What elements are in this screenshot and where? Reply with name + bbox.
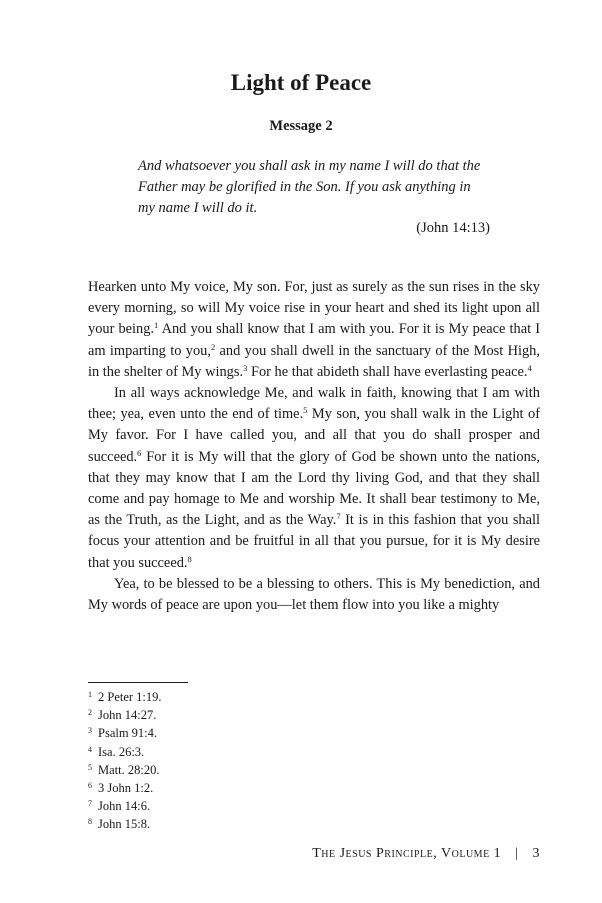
- paragraph-1: [88, 277, 540, 383]
- text-run: For he that abideth shall have everlasting peace.: [247, 363, 528, 380]
- footnote-divider: [88, 682, 188, 683]
- footnote-text: 3 John 1:2.: [98, 781, 154, 796]
- footnote-marker[interactable]: 6: [137, 447, 142, 458]
- page-number: 3: [532, 846, 540, 861]
- text-run: For it is My will that the glory of God be shown unto the nations, that they may know that I am the Lord thy living God, and that they shall come and pay homage to Me and worship Me. It shall bear testimony to Me, as the Truth, as the Light, and as the Way.: [88, 448, 540, 529]
- message-subtitle: Message 2: [269, 118, 333, 134]
- page-title: Light of Peace: [230, 70, 372, 95]
- paragraph-3: Yea, to be blessed to be a blessing to others. This is My benediction, and My words of peace are upon you—let them flow into you like a mighty: [88, 575, 540, 614]
- footnote-item: [88, 779, 388, 797]
- text-run: and you shall dwell in the sanctuary of the Most High, in the shelter of My wings.: [88, 342, 540, 380]
- footnote-marker[interactable]: 3: [243, 362, 248, 373]
- footnote-item: [88, 815, 388, 833]
- footnote-number: 1: [88, 690, 92, 699]
- footnote-number: 6: [88, 781, 92, 791]
- footnote-item: [88, 688, 388, 706]
- footnote-number: 3: [88, 726, 92, 736]
- footnote-text: 2 Peter 1:19.: [98, 690, 162, 704]
- book-title: The Jesus Principle, Volume 1: [312, 846, 502, 861]
- footnote-text: Matt. 28:20.: [98, 762, 160, 777]
- footnote-marker[interactable]: 4: [527, 362, 532, 373]
- footnote-number: 4: [88, 744, 92, 754]
- text-run: It is in this fashion that you shall focus your attention and be fruitful in all that you pursue, for it is My desire that you succeed.: [88, 512, 540, 571]
- footer-separator: |: [515, 846, 519, 861]
- footnote-text: Psalm 91:4.: [98, 726, 158, 741]
- text-run: And you shall know that I am with you. For it is My peace that I am imparting to you,: [88, 321, 540, 359]
- text-run: My son, you shall walk in the Light of My favor. For I have called you, and all that you do shall prosper and succeed.: [88, 406, 540, 465]
- footnote-marker[interactable]: 7: [336, 511, 341, 522]
- body-text: [88, 277, 540, 616]
- footnote-marker[interactable]: 5: [303, 405, 308, 416]
- footnote-number: 5: [88, 762, 92, 772]
- footnote-text: John 14:27.: [98, 708, 157, 723]
- footnote-marker[interactable]: 1: [154, 320, 159, 331]
- footnotes-list: [88, 688, 388, 834]
- footnote-text: John 14:6.: [98, 799, 151, 814]
- footnote-number: 8: [88, 817, 92, 827]
- footnote-marker[interactable]: 8: [187, 553, 192, 564]
- epigraph-quote: And whatsoever you shall ask in my name I will do that the Father may be glorified in the Son. If you ask anything in my name I will do it.: [138, 158, 481, 216]
- footnote-number: 2: [88, 708, 92, 718]
- text-run: Hearken unto My voice, My son. For, just as surely as the sun rises in the sky every morning, so will My voice rise in your heart and shed its light upon all your being.: [88, 279, 540, 338]
- running-footer: [312, 846, 540, 862]
- epigraph-reference: (John 14:13): [416, 220, 490, 236]
- footnote-text: Isa. 26:3.: [98, 744, 145, 759]
- footnote-marker[interactable]: 2: [210, 341, 216, 352]
- paragraph-2: [88, 383, 540, 574]
- text-run: In all ways acknowledge Me, and walk in faith, knowing that I am with thee; yea, even unto the end of time.: [88, 385, 540, 423]
- footnote-item: [88, 797, 388, 815]
- footnote-text: John 15:8.: [98, 817, 151, 832]
- footnote-item: [88, 706, 388, 724]
- footnote-number: 7: [88, 799, 92, 809]
- footnote-item: [88, 724, 388, 742]
- footnote-item: [88, 761, 388, 779]
- footnote-item: [88, 743, 388, 761]
